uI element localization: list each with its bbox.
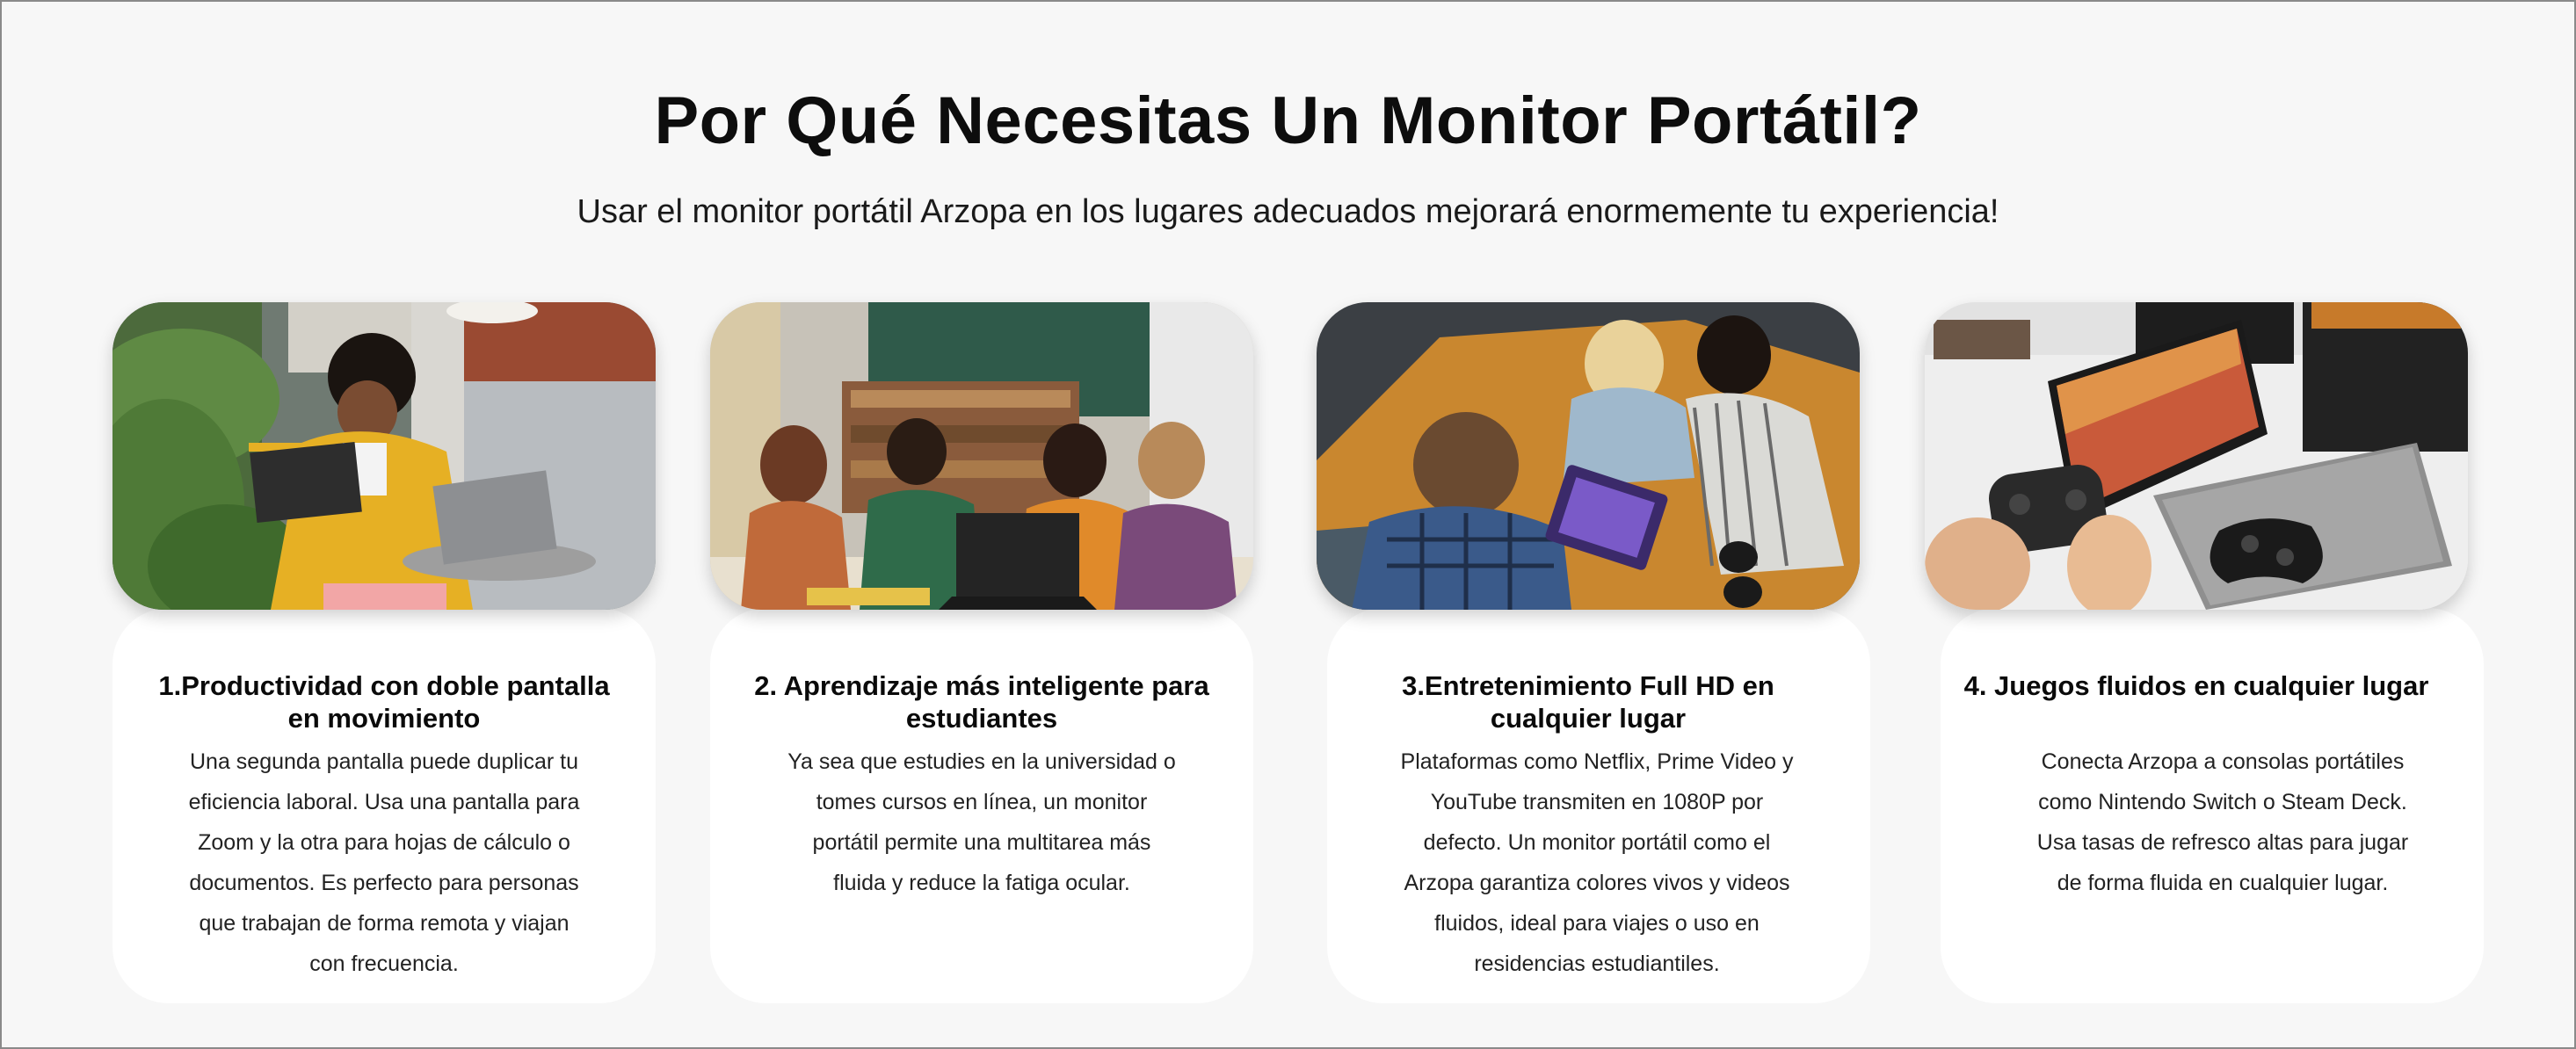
card-2-text: Ya sea que estudies en la universidad o tomes cursos en línea, un monitor portátil permite una multitarea más fluida y reduce la fatiga ocular.: [787, 749, 1176, 895]
card-3-title: 3.Entretenimiento Full HD en cualquier lugar: [1402, 670, 1774, 734]
entertainment-photo: [1317, 302, 1860, 610]
card-2-title: 2. Aprendizaje más inteligente para estudiantes: [754, 670, 1209, 734]
page-title: Por Qué Necesitas Un Monitor Portátil?: [654, 83, 1922, 158]
students-photo: [710, 302, 1253, 610]
card-3: [1317, 302, 1860, 1005]
page-subtitle: Usar el monitor portátil Arzopa en los lugares adecuados mejorará enormemente tu experiencia!: [577, 193, 1999, 230]
card-1: [112, 302, 656, 1005]
card-1-title: 1.Productividad con doble pantalla en movimiento: [158, 670, 610, 734]
card-4-text: Conecta Arzopa a consolas portátiles como Nintendo Switch o Steam Deck. Usa tasas de refresco altas para jugar de forma fluida en cualquier lugar.: [2036, 749, 2409, 895]
card-4-title: 4. Juegos fluidos en cualquier lugar: [1963, 670, 2429, 701]
card-1-text: Una segunda pantalla puede duplicar tu eficiencia laboral. Usa una pantalla para Zoom y la otra para hojas de cálculo o documentos. Es perfecto para personas que trabajan de forma remota y viajan con frecuencia.: [188, 749, 580, 976]
friends-watching-image: [1317, 302, 1860, 610]
handheld-gaming-image: [1925, 302, 2468, 610]
card-4: [1925, 302, 2468, 1005]
man-working-cafe-image: [112, 302, 656, 610]
gaming-photo: [1925, 302, 2468, 610]
productivity-photo: [112, 302, 656, 610]
card-3-text: Plataformas como Netflix, Prime Video y YouTube transmiten en 1080P por defecto. Un monitor portátil como el Arzopa garantiza colores vivos y videos fluidos, ideal para viajes o uso en residencias estudiantiles.: [1400, 749, 1794, 976]
card-2: [710, 302, 1253, 1005]
students-library-image: [710, 302, 1253, 610]
